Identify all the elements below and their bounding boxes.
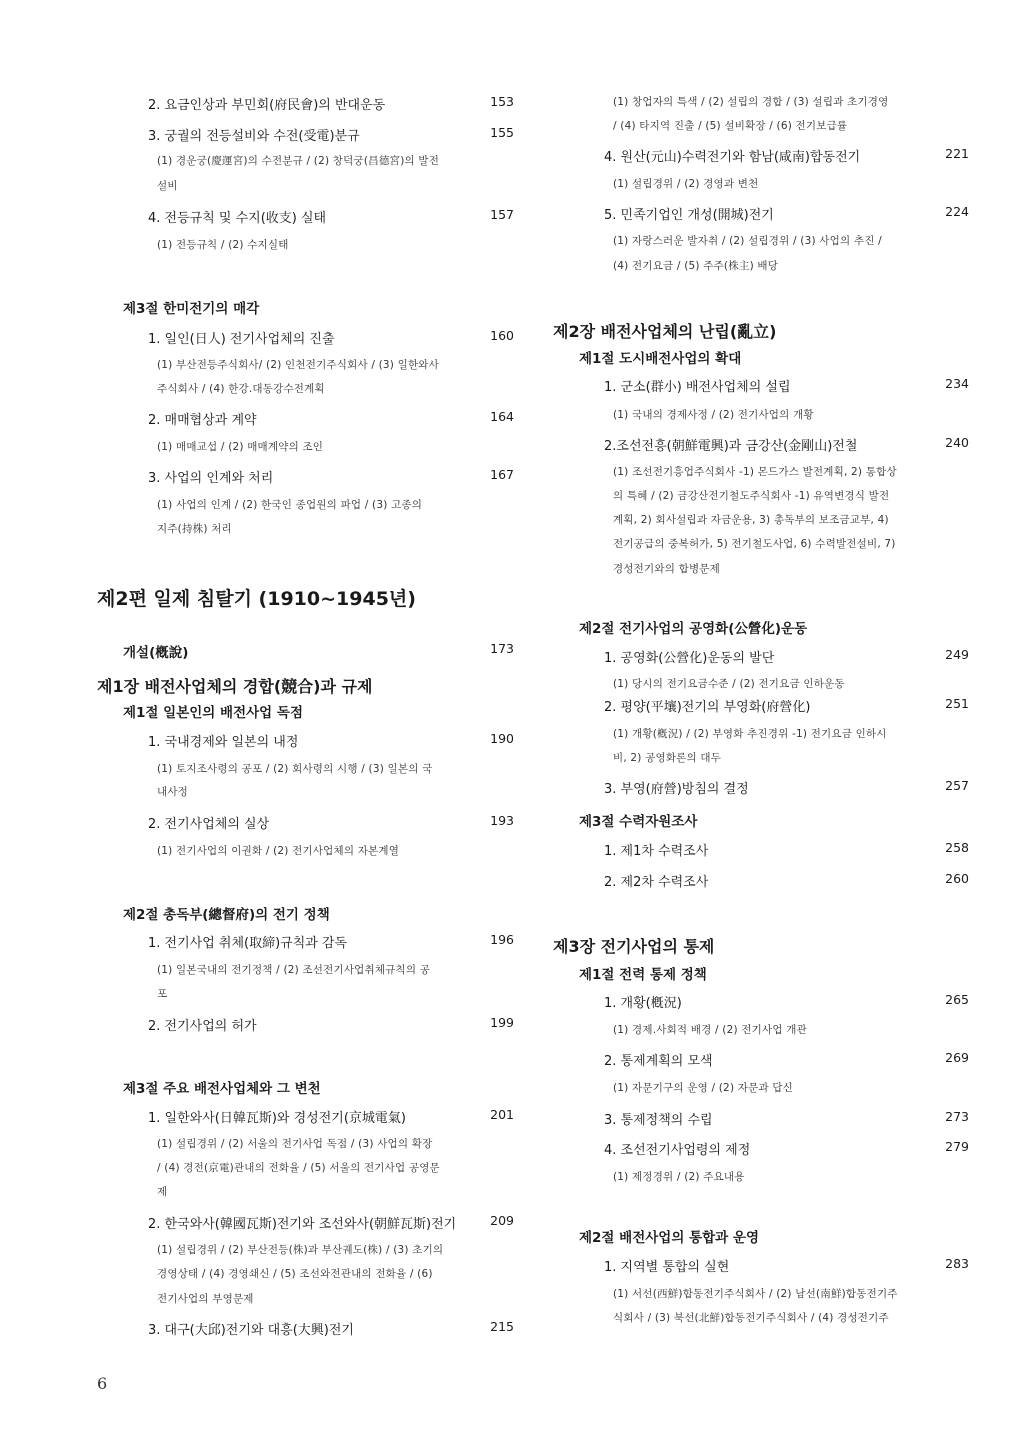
toc-page-number: 234: [945, 376, 969, 391]
toc-subitems: (1) 서선(西鮮)합동전기주식회사 / (2) 남선(南鮮)합동전기주: [613, 1288, 898, 1300]
toc-subitems: 의 특혜 / (2) 금강산전기철도주식회사 -1) 유역변경식 발전: [613, 490, 890, 502]
section-heading: 제3절 주요 배전사업체와 그 변천: [123, 1081, 321, 1097]
toc-subitems: (1) 토지조사령의 공포 / (2) 회사령의 시행 / (3) 일본의 국: [157, 763, 433, 775]
toc-subitems: (1) 사업의 인계 / (2) 한국인 종업원의 파업 / (3) 고종의: [157, 499, 423, 511]
toc-subitems: (1) 자문기구의 운영 / (2) 자문과 답신: [613, 1082, 794, 1094]
section-heading: 제3절 한미전기의 매각: [123, 301, 260, 317]
toc-item: 1. 개황(槪況): [604, 996, 682, 1011]
toc-item: 1. 국내경제와 일본의 내정: [148, 735, 299, 750]
toc-subitems: (4) 전기요금 / (5) 주주(株主) 배당: [613, 260, 779, 272]
section-heading: 제1절 도시배전사업의 확대: [579, 351, 742, 367]
toc-subitems: 내사정: [157, 786, 189, 798]
toc-subitems: 전기공급의 중복허가, 5) 전기철도사업, 6) 수력발전설비, 7): [613, 538, 896, 550]
toc-subitems: 주식회사 / (4) 한강.대동강수전계획: [157, 383, 325, 395]
toc-subitems: (1) 전기사업의 이권화 / (2) 전기사업체의 자본계열: [157, 845, 400, 857]
toc-subitems: / (4) 타지역 진출 / (5) 설비확장 / (6) 전기보급률: [613, 120, 848, 132]
toc-subitems: (1) 제정경위 / (2) 주요내용: [613, 1171, 745, 1183]
toc-subitems: (1) 국내의 경제사정 / (2) 전기사업의 개황: [613, 409, 814, 421]
toc-subitems: (1) 일본국내의 전기정책 / (2) 조선전기사업취체규칙의 공: [157, 964, 431, 976]
toc-page-number: 283: [945, 1256, 969, 1271]
toc-item: 1. 공영화(公營化)운동의 발단: [604, 651, 775, 666]
toc-item: 4. 조선전기사업령의 제정: [604, 1143, 751, 1158]
section-heading: 제2절 전기사업의 공영화(公營化)운동: [579, 621, 808, 637]
toc-subitems: 식회사 / (3) 북선(北鮮)합동전기주식회사 / (4) 경성전기주: [613, 1312, 889, 1324]
toc-page-number: 167: [490, 467, 514, 482]
toc-item: 2.조선전흥(朝鮮電興)과 금강산(金剛山)전철: [604, 439, 858, 454]
toc-subitems: 지주(持株) 처리: [157, 523, 232, 535]
toc-subitems: (1) 매매교섭 / (2) 매매계약의 조인: [157, 441, 324, 453]
toc-page-number: 273: [945, 1109, 969, 1124]
toc-subitems: 경성전기와의 합병문제: [613, 563, 720, 575]
toc-subitems: (1) 부산전등주식회사/ (2) 인천전기주식회사 / (3) 일한와사: [157, 359, 439, 371]
toc-item: 1. 지역별 통합의 실현: [604, 1260, 730, 1275]
toc-item: 3. 궁궐의 전등설비와 수전(受電)분규: [148, 129, 360, 144]
toc-item: 3. 부영(府營)방침의 결정: [604, 782, 749, 797]
toc-page-number: 193: [490, 813, 514, 828]
toc-page-number: 265: [945, 992, 969, 1007]
toc-subitems: 설비: [157, 180, 178, 192]
toc-page-number: 215: [490, 1319, 514, 1334]
section-heading: 제2절 총독부(總督府)의 전기 정책: [123, 907, 330, 923]
toc-subitems: (1) 당시의 전기요금수준 / (2) 전기요금 인하운동: [613, 678, 845, 690]
toc-subitems: / (4) 경전(京電)관내의 전화율 / (5) 서울의 전기사업 공영문: [157, 1162, 440, 1174]
toc-item: 1. 군소(群小) 배전사업체의 설립: [604, 380, 791, 395]
toc-subitems: (1) 자랑스러운 발자취 / (2) 설립경위 / (3) 사업의 추진 /: [613, 235, 882, 247]
toc-subitems: (1) 설립경위 / (2) 부산전등(株)과 부산궤도(株) / (3) 초기의: [157, 1244, 444, 1256]
toc-item: 2. 한국와사(韓國瓦斯)전기와 조선와사(朝鮮瓦斯)전기: [148, 1217, 457, 1232]
toc-page-number: 279: [945, 1139, 969, 1154]
toc-subitems: (1) 조선전기흥업주식회사 -1) 몬드가스 발전계획, 2) 통합상: [613, 466, 897, 478]
part-heading: 제2편 일제 침탈기 (1910~1945년): [97, 588, 416, 610]
toc-page-number: 157: [490, 207, 514, 222]
toc-page-number: 160: [490, 328, 514, 343]
chapter-heading: 제1장 배전사업체의 경합(競合)과 규제: [97, 677, 373, 696]
toc-subitems: (1) 전등규칙 / (2) 수지실태: [157, 239, 289, 251]
toc-page-number: 224: [945, 204, 969, 219]
toc-item: 2. 전기사업의 허가: [148, 1019, 257, 1034]
toc-page-number: 251: [945, 696, 969, 711]
toc-subitems: (1) 설립경위 / (2) 서울의 전기사업 독점 / (3) 사업의 확장: [157, 1138, 433, 1150]
toc-page-number: 199: [490, 1015, 514, 1030]
toc-page-number: 196: [490, 932, 514, 947]
toc-item: 1. 일인(日人) 전기사업체의 진출: [148, 332, 335, 347]
section-heading: 제2절 배전사업의 통합과 운영: [579, 1230, 759, 1246]
toc-item: 2. 전기사업체의 실상: [148, 817, 270, 832]
toc-subitems: 계획, 2) 회사설립과 자금운용, 3) 총독부의 보조금교부, 4): [613, 514, 889, 526]
toc-item: 4. 원산(元山)수력전기와 함남(咸南)합동전기: [604, 150, 861, 165]
toc-page-number: 173: [490, 641, 514, 656]
toc-item: 2. 평양(平壤)전기의 부영화(府營化): [604, 700, 811, 715]
toc-subitems: (1) 개황(槪況) / (2) 부영화 추진경위 -1) 전기요금 인하시: [613, 728, 887, 740]
toc-subitems: (1) 경운궁(慶運宮)의 수전분규 / (2) 창덕궁(昌德宮)의 발전: [157, 155, 440, 167]
toc-page-number: 240: [945, 435, 969, 450]
toc-page-number: 258: [945, 840, 969, 855]
toc-page-number: 201: [490, 1107, 514, 1122]
toc-page-number: 209: [490, 1213, 514, 1228]
toc-item: 2. 요금인상과 부민회(府民會)의 반대운동: [148, 98, 386, 113]
toc-page-number: 249: [945, 647, 969, 662]
toc-page-number: 153: [490, 94, 514, 109]
chapter-heading: 제3장 전기사업의 통제: [553, 937, 715, 956]
toc-item: 3. 통제정책의 수립: [604, 1113, 713, 1128]
toc-item: 5. 민족기업인 개성(開城)전기: [604, 208, 774, 223]
toc-page-number: 164: [490, 409, 514, 424]
toc-page-number: 190: [490, 731, 514, 746]
toc-subitems: (1) 창업자의 특색 / (2) 설립의 경합 / (3) 설립과 초기경영: [613, 96, 889, 108]
section-heading: 제1절 일본인의 배전사업 독점: [123, 705, 303, 721]
toc-item: 3. 사업의 인계와 처리: [148, 471, 274, 486]
toc-subitems: 비, 2) 공영화론의 대두: [613, 752, 722, 764]
toc-item: 1. 제1차 수력조사: [604, 844, 709, 859]
toc-item: 2. 제2차 수력조사: [604, 875, 709, 890]
toc-page-number: 257: [945, 778, 969, 793]
section-heading: 제3절 수력자원조사: [579, 814, 698, 830]
toc-item: 2. 통제계획의 모색: [604, 1054, 713, 1069]
toc-subitems: 경영상태 / (4) 경영쇄신 / (5) 조선와전관내의 전화율 / (6): [157, 1268, 433, 1280]
toc-subitems: 전기사업의 부영문제: [157, 1293, 254, 1305]
toc-page-number: 269: [945, 1050, 969, 1065]
page-number: 6: [97, 1374, 108, 1393]
toc-subitems: (1) 설립경위 / (2) 경영과 변천: [613, 178, 759, 190]
toc-item: 2. 매매협상과 계약: [148, 413, 257, 428]
toc-item: 4. 전등규칙 및 수지(收支) 실태: [148, 211, 327, 226]
toc-item: 3. 대구(大邱)전기와 대흥(大興)전기: [148, 1323, 354, 1338]
toc-page-number: 260: [945, 871, 969, 886]
toc-subitems: (1) 경제.사회적 배경 / (2) 전기사업 개관: [613, 1024, 807, 1036]
toc-item: 1. 전기사업 취체(取締)규칙과 감독: [148, 936, 348, 951]
toc-item: 1. 일한와사(日韓瓦斯)와 경성전기(京城電氣): [148, 1111, 406, 1126]
toc-page-number: 221: [945, 146, 969, 161]
chapter-heading: 제2장 배전사업체의 난립(亂立): [553, 322, 777, 341]
toc-subitems: 제: [157, 1186, 168, 1198]
section-heading: 개설(槪說): [123, 645, 189, 661]
toc-subitems: 포: [157, 988, 168, 1000]
section-heading: 제1절 전력 통제 정책: [579, 967, 707, 983]
toc-page-number: 155: [490, 125, 514, 140]
